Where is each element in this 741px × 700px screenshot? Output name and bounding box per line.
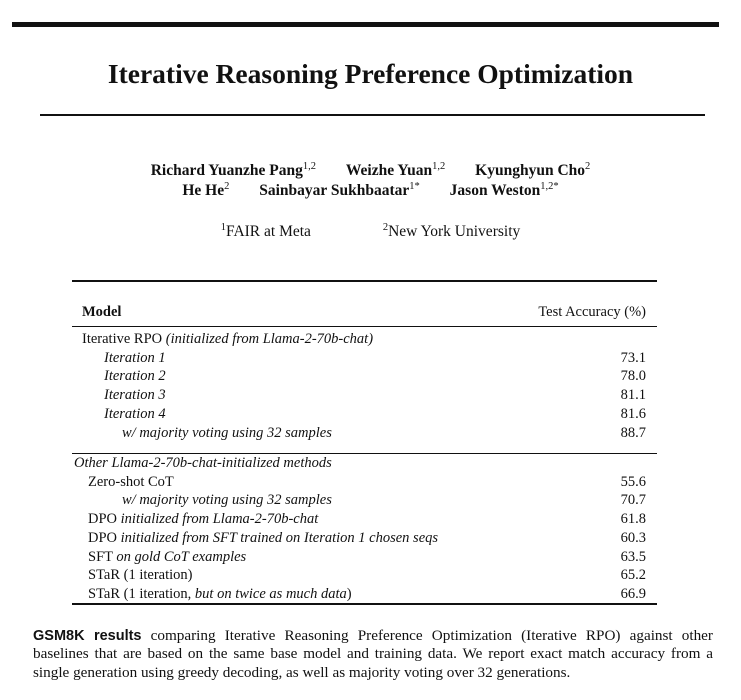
author-name: Richard Yuanzhe Pang <box>150 162 303 179</box>
model-cell <box>122 491 332 509</box>
table-row <box>72 424 657 442</box>
authors-line-2 <box>0 182 741 200</box>
table-caption <box>33 627 713 682</box>
model-text: initialized from Llama-2-70b-chat <box>120 511 319 528</box>
header-accuracy: Test Accuracy (%) <box>538 304 646 320</box>
author-sup: 1,2 <box>302 161 316 172</box>
table-row <box>72 491 657 509</box>
model-cell <box>104 349 166 367</box>
model-text: w/ majority voting using 32 samples <box>122 492 332 509</box>
caption-bold: GSM8K results <box>33 628 142 644</box>
model-cell <box>88 529 438 547</box>
model-cell <box>88 548 246 566</box>
accuracy-cell: 81.1 <box>620 387 646 404</box>
author <box>450 182 559 200</box>
model-text: Zero-shot CoT <box>88 473 174 490</box>
model-text: Iteration 2 <box>104 368 166 385</box>
model-text: w/ majority voting using 32 samples <box>122 424 332 441</box>
model-text: STaR (1 iteration, <box>88 585 195 602</box>
table-row <box>72 367 657 385</box>
model-text: Iterative RPO <box>82 331 166 347</box>
model-cell <box>74 454 332 472</box>
table-row <box>72 330 657 348</box>
model-text: STaR (1 iteration) <box>88 567 193 584</box>
affiliation-name: FAIR at Meta <box>225 223 311 240</box>
model-text: Iteration 4 <box>104 405 166 422</box>
model-cell <box>104 386 166 404</box>
authors-line-1 <box>0 162 741 180</box>
affiliation-sup: 1 <box>220 222 226 233</box>
table-bottom-rule <box>72 603 657 605</box>
author-name: Sainbayar Sukhbaatar <box>259 182 410 199</box>
model-text: DPO <box>88 529 121 546</box>
title-rule <box>40 114 705 116</box>
author-name: He He <box>182 182 225 199</box>
affiliation <box>221 223 311 241</box>
model-cell <box>88 566 193 584</box>
author <box>475 162 590 180</box>
table-row <box>72 585 657 603</box>
table-row <box>72 566 657 584</box>
affiliation-name: New York University <box>388 223 521 240</box>
model-text: on gold CoT examples <box>116 548 247 565</box>
accuracy-cell: 61.8 <box>620 511 646 528</box>
model-cell <box>104 367 166 385</box>
table-row <box>72 349 657 367</box>
accuracy-cell: 81.6 <box>620 405 646 422</box>
model-text: Other Llama-2-70b-chat-initialized methods <box>74 455 332 471</box>
author-name: Weizhe Yuan <box>345 162 433 179</box>
table-row <box>72 548 657 566</box>
table-header-row <box>72 303 657 321</box>
model-text: but on twice as much data <box>194 585 347 602</box>
accuracy-cell: 60.3 <box>620 529 646 546</box>
table-header-rule <box>72 326 657 327</box>
accuracy-cell: 78.0 <box>620 368 646 385</box>
model-cell <box>88 585 352 603</box>
model-cell <box>88 473 174 491</box>
accuracy-cell: 88.7 <box>620 424 646 441</box>
author-sup: 1* <box>409 181 420 192</box>
top-rule <box>12 22 719 27</box>
author <box>346 162 445 180</box>
table-row <box>72 454 657 472</box>
author-name: Jason Weston <box>449 182 541 199</box>
table-row <box>72 529 657 547</box>
model-text: SFT <box>88 548 117 565</box>
model-text: DPO <box>88 511 121 528</box>
model-text: ) <box>346 585 352 602</box>
table-group-rule <box>72 453 657 454</box>
accuracy-cell: 63.5 <box>620 548 646 565</box>
accuracy-cell: 55.6 <box>620 473 646 490</box>
table-row <box>72 473 657 491</box>
model-text: Iteration 3 <box>104 387 166 404</box>
model-text: Iteration 1 <box>104 349 166 366</box>
accuracy-cell: 70.7 <box>620 492 646 509</box>
caption-text: comparing Iterative Reasoning Preference Optimization (Iterative RPO) against other baselines that are based on the same base model and training data. We report exact match accuracy from a single generation using greedy decoding, as well as majority voting over 32 generations. <box>33 627 713 681</box>
model-cell <box>122 424 332 442</box>
table-top-rule <box>72 280 657 282</box>
table-row <box>72 386 657 404</box>
author <box>151 162 316 180</box>
author-sup: 1,2 <box>432 161 446 172</box>
accuracy-cell: 65.2 <box>620 567 646 584</box>
paper-title: Iterative Reasoning Preference Optimization <box>107 58 634 89</box>
author-sup: 2 <box>224 181 230 192</box>
affiliations <box>0 223 741 241</box>
model-cell <box>82 330 373 348</box>
author <box>259 182 420 200</box>
author-sup: 2 <box>585 161 591 172</box>
model-text: initialized from SFT trained on Iteration 1 chosen seqs <box>120 529 439 546</box>
header-model: Model <box>82 304 122 320</box>
accuracy-cell: 66.9 <box>620 585 646 602</box>
author-name: Kyunghyun Cho <box>475 162 586 179</box>
model-text: (initialized from Llama-2-70b-chat) <box>165 331 374 347</box>
table-row <box>72 405 657 423</box>
table-row <box>72 510 657 528</box>
affiliation <box>383 223 520 241</box>
affiliation-sup: 2 <box>382 222 389 233</box>
author-sup: 1,2* <box>540 181 559 192</box>
accuracy-cell: 73.1 <box>620 349 646 366</box>
author <box>182 182 229 200</box>
model-cell <box>104 405 166 423</box>
model-cell <box>88 510 318 528</box>
